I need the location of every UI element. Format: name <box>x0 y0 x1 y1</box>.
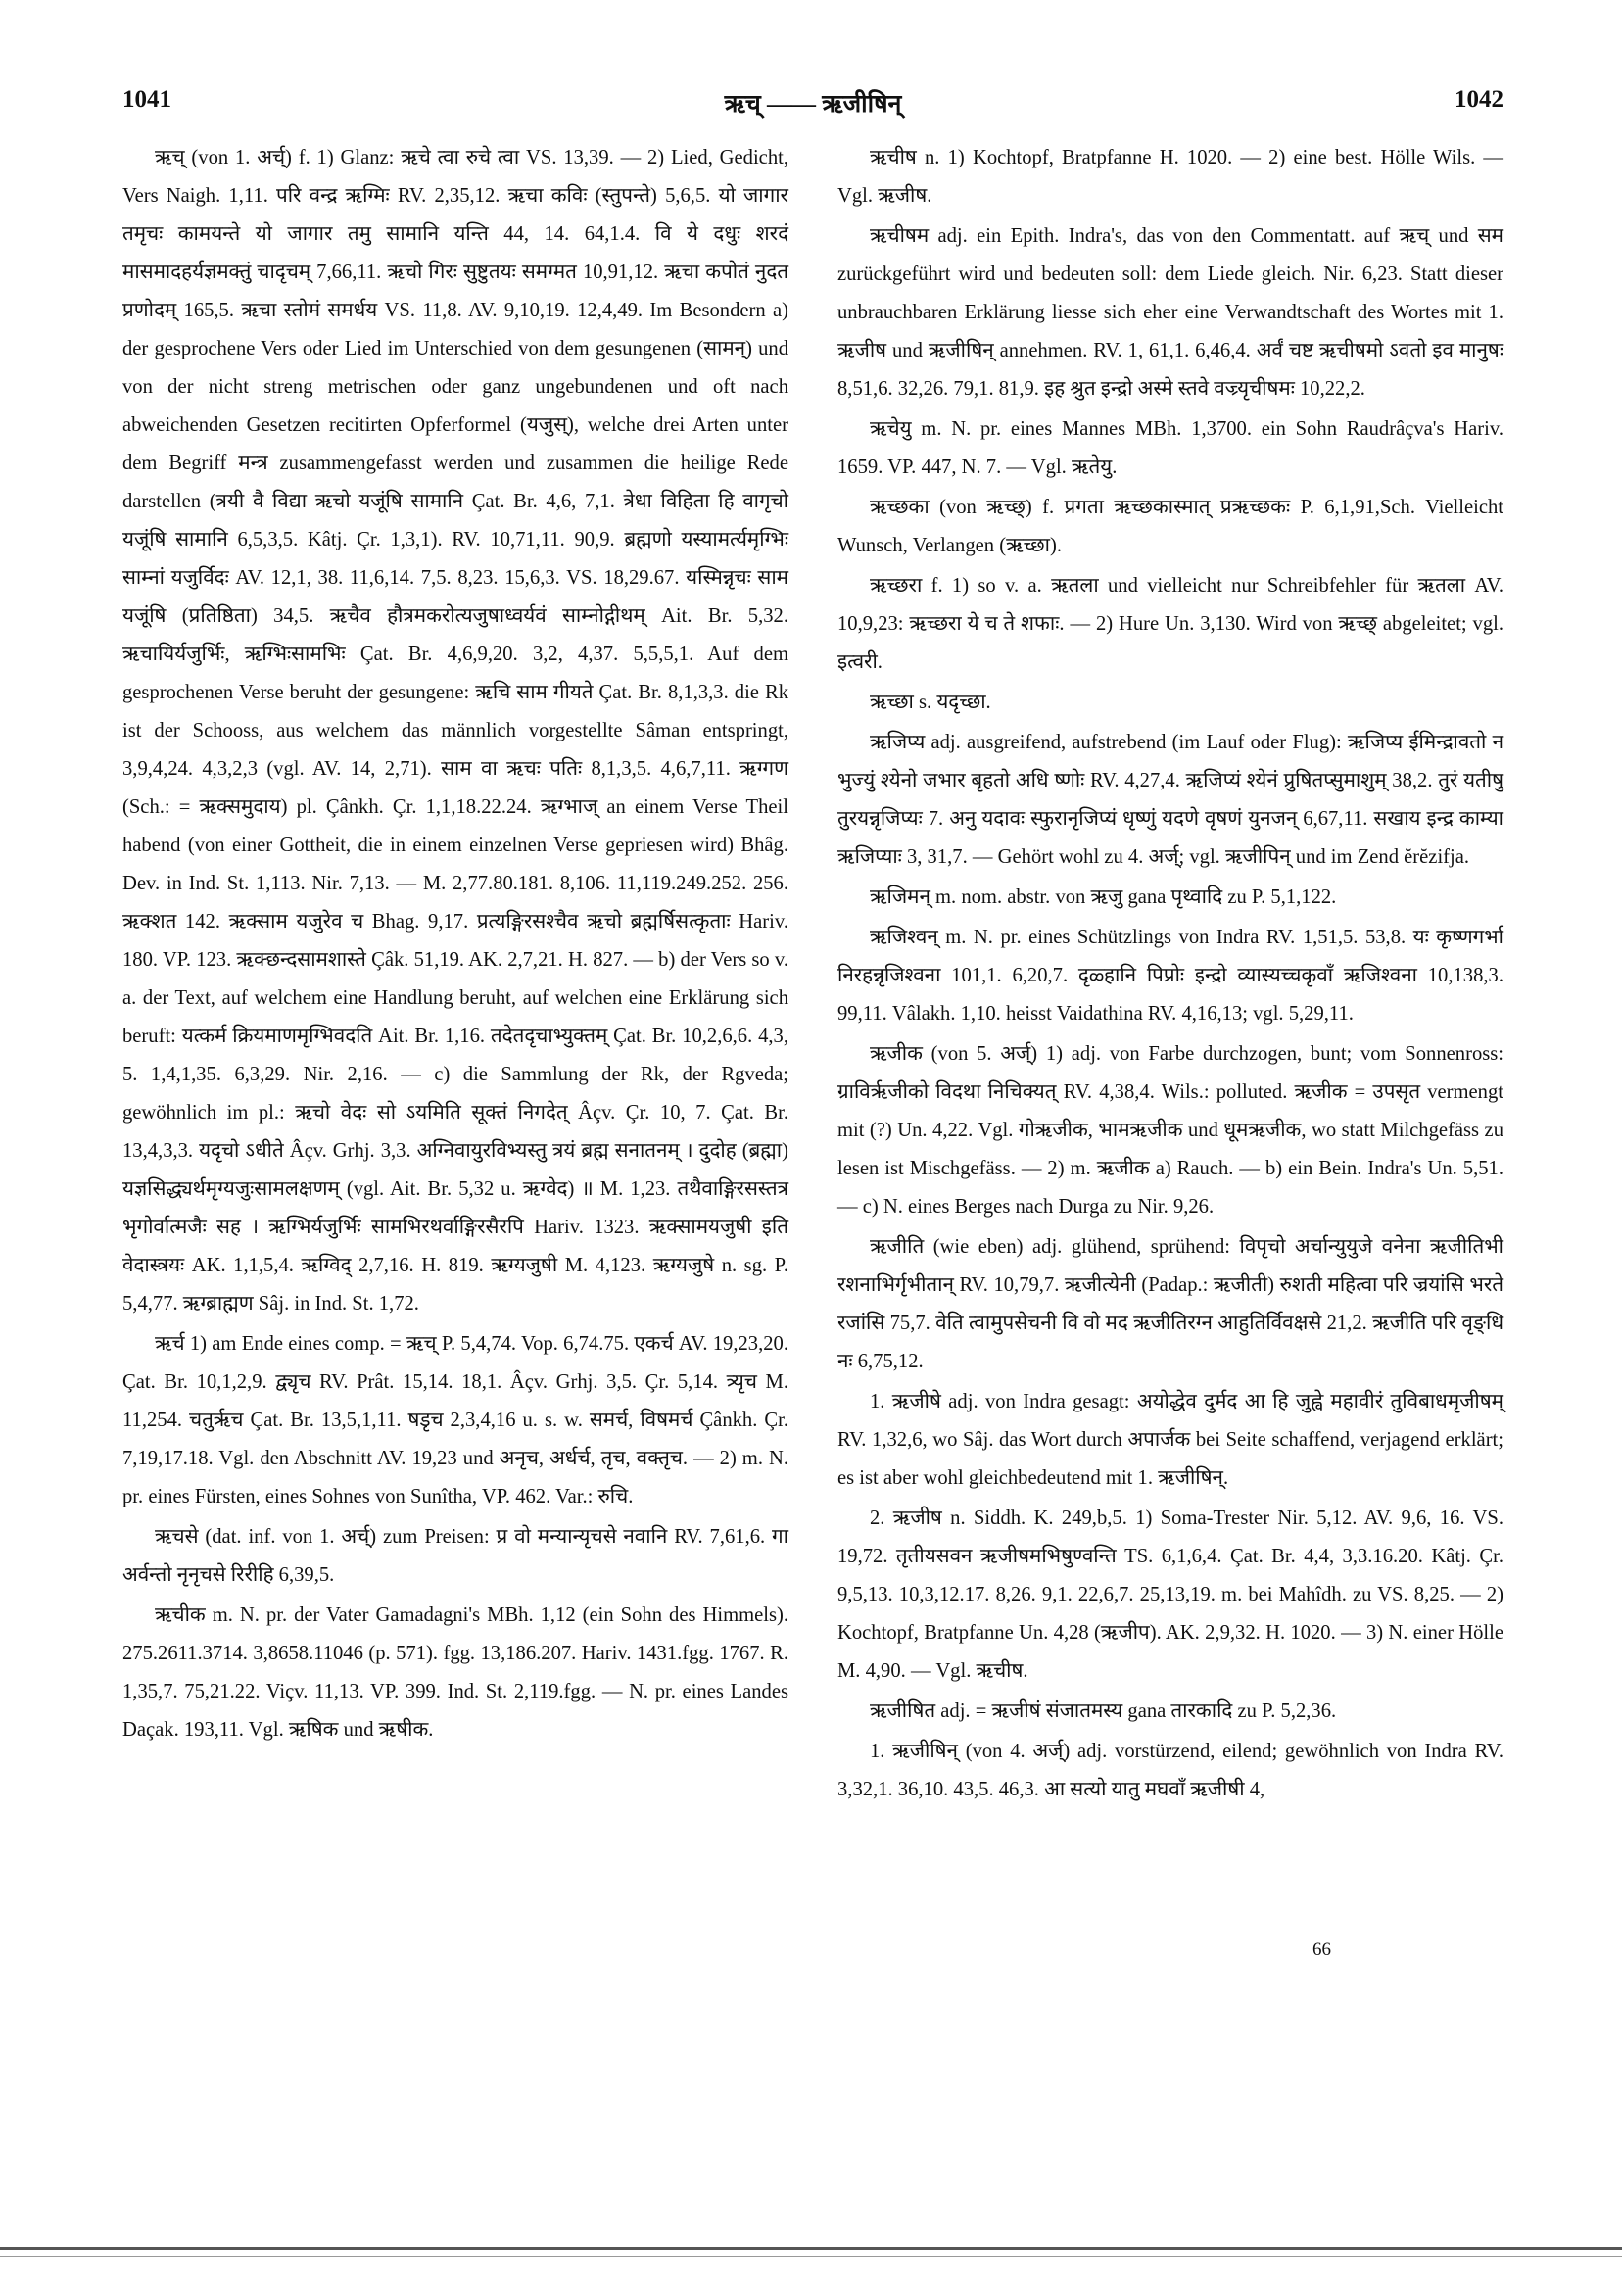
entry-rjiman: ऋजिमन् m. nom. abstr. von ऋजु gana पृथ्वादि zu P. 5,1,122. <box>869 886 1337 908</box>
entry-rjipya: ऋजिप्य adj. ausgreifend, aufstrebend (im Lauf oder Flug): ऋजिप्य ईमिन्द्रावतो न भुज्युं श्येनो जभार बृहतो अधि ष्णोः RV. 4,27,4. ऋजिप्यं श्येनं प्रुषितप्सुमाशुम् 38,2. तुरं यतीषु तुरयन्नृजिप्यः 7. अनु यदावः स्फुरानृजिप्यं धृष्णुं यदणे वृषणं युनजन् 6,67,11. सखाय इन्द्र काम्या ऋजिप्याः 3, 31,7. — Gehört wohl zu 4. अर्ज्; vgl. ऋजीपिन् und im Zend ĕrĕzifja. <box>837 732 1503 868</box>
page-bottom-rule-thin <box>0 2256 1622 2257</box>
entry-rjisita: ऋजीषित adj. = ऋजीषं संजातमस्य gana तारकादि zu P. 5,2,36. <box>869 1700 1337 1722</box>
entry-rcisa: ऋचीष n. 1) Kochtopf, Bratpfanne H. 1020. — 2) eine best. Hölle Wils. — Vgl. ऋजीष. <box>837 147 1503 207</box>
entry-rcchaka: ऋच्छका (von ऋच्छ्) f. प्रगता ऋच्छकास्मात् प्रऋच्छकः P. 6,1,91,Sch. Vielleicht Wunsch, Verlangen (ऋच्छा). <box>837 497 1503 556</box>
entry-rjika: ऋजीक (von 5. अर्ज्) 1) adj. von Farbe durchzogen, bunt; vom Sonnenross: ग्राविर्ऋजीको विदथा निचिक्यत् RV. 4,38,4. Wils.: polluted. ऋजीक = उपसृत vermengt mit (?) Un. 4,22. Vgl. गोऋजीक, भामऋजीक und धूमऋजीक, wo statt Milchgefäss zu lesen ist Mischgefäss. — 2) m. ऋजीक a) Rauch. — b) ein Bein. Indra's Un. 5,51. — c) N. eines Berges nach Durga zu Nir. 9,26. <box>837 1043 1503 1218</box>
running-title: ऋच् —— ऋजीषिन् <box>724 91 902 118</box>
entry-rjisvan: ऋजिश्वन् m. N. pr. eines Schützlings von Indra RV. 1,51,5. 53,8. यः कृष्णगर्भा निरहन्नृजिश्वना 101,1. 6,20,7. दृळ्हानि पिप्रोः इन्द्रो व्यास्यच्चकृवाँ ऋजिश्वना 10,138,3. 99,11. Vâlakh. 1,10. heisst Vaidathina RV. 4,16,13; vgl. 5,29,11. <box>837 927 1503 1025</box>
entry-rceyu: ऋचेयु m. N. pr. eines Mannes MBh. 1,3700. ein Sohn Raudrâçva's Hariv. 1659. VP. 447, N. 7. — Vgl. ऋतेयु. <box>837 418 1503 478</box>
signature-mark: 66 <box>1312 1939 1331 1960</box>
entry-rcika: ऋचीक m. N. pr. der Vater Gamadagni's MBh. 1,12 (ein Sohn des Himmels). 275.2611.3714. 3,8658.11046 (p. 571). fgg. 13,186.207. Hariv. 1431.fgg. 1767. R. 1,35,7. 75,21.22. Viçv. 11,13. VP. 399. Ind. St. 2,119.fgg. — N. pr. eines Landes Daçak. 193,11. Vgl. ऋषिक und ऋषीक. <box>122 1604 788 1741</box>
right-column <box>837 139 1503 1811</box>
entry-rcase: ऋचसे (dat. inf. von 1. अर्च्) zum Preisen: प्र वो मन्यान्यृचसे नवानि RV. 7,61,6. गा अर्वन्तो नृनृचसे रिरीहि 6,39,5. <box>122 1526 788 1586</box>
entry-rccara: ऋच्छरा f. 1) so v. a. ऋतला und vielleicht nur Schreibfehler für ऋतला AV. 10,9,23: ऋच्छरा ये च ते शफाः. — 2) Hure Un. 3,130. Wird von ऋच्छ् abgeleitet; vgl. इत्वरी. <box>837 575 1503 673</box>
entry-rccha: ऋच्छा s. यदृच्छा. <box>869 692 991 713</box>
page-bottom-rule <box>0 2247 1622 2250</box>
entry-rjisin-1: 1. ऋजीषिन् (von 4. अर्ज्) adj. vorstürzend, eilend; gewöhnlich von Indra RV. 3,32,1. 36,10. 43,5. 46,3. आ सत्यो यातु मघवाँ ऋजीषी 4, <box>837 1741 1503 1800</box>
entry-rca: ऋर्च 1) am Ende eines comp. = ऋच् P. 5,4,74. Vop. 6,74.75. एकर्च AV. 19,23,20. Çat. Br. 10,1,2,9. द्व्यृच RV. Prât. 15,14. 18,1. Âçv. Grhj. 3,5. Çr. 5,14. त्र्यृच M. 11,254. चतुर्ऋच Çat. Br. 13,5,1,11. षडृच 2,3,4,16 u. s. w. समर्च, विषमर्च Çânkh. Çr. 7,19,17.18. Vgl. den Abschnitt AV. 19,23 und अनृच, अर्धर्च, तृच, वक्तृच. — 2) m. N. pr. eines Fürsten, eines Sohnes von Sunîtha, VP. 462. Var.: रुचि. <box>122 1333 788 1507</box>
entry-rc: ऋच् (von 1. अर्च्) f. 1) Glanz: ऋचे त्वा रुचे त्वा VS. 13,39. — 2) Lied, Gedicht, Vers Naigh. 1,11. परि वन्द्र ऋग्मिः RV. 2,35,12. ऋचा कविः (स्तुपन्ते) 5,6,5. यो जागार तमृचः कामयन्ते यो जागार तमु सामानि यन्ति 44, 14. 64,1.4. वि ये दधुः शरदं मासमादहर्यज्ञमक्तुं चादृचम् 7,66,11. ऋचो गिरः सुष्टुतयः समग्मत 10,91,12. ऋचा कपोतं नुदत प्रणोदम् 165,5. ऋचा स्तोमं समर्धय VS. 11,8. AV. 9,10,19. 12,4,49. Im Besondern a) der gesprochene Vers oder Lied im Unterschied von dem gesungenen (सामन्) und von der nicht streng metrischen oder ganz ungebundenen und oft nach abweichenden Gesetzen recitirten Opferformel (यजुस्), welche drei Arten unter dem Begriff मन्त्र zusammengefasst werden und zusammen die heilige Rede darstellen (त्रयी वै विद्या ऋचो यजूंषि सामानि Çat. Br. 4,6, 7,1. त्रेधा विहिता हि वागृचो यजूंषि सामानि 6,5,3,5. Kâtj. Çr. 1,3,1). RV. 10,71,11. 90,9. ब्रह्मणो यस्यामर्त्यमृग्भिः साम्नां यजुर्विदः AV. 12,1, 38. 11,6,14. 7,5. 8,23. 15,6,3. VS. 18,29.67. यस्मिन्नृचः साम यजूंषि (प्रतिष्ठिता) 34,5. ऋचैव हौत्रमकरोत्यजुषाध्वर्यवं साम्नोद्गीथम् Ait. Br. 5,32. ऋचायिर्यजुर्भिः, ऋग्भिःसामभिः Çat. Br. 4,6,9,20. 3,2, 4,37. 5,5,5,1. Auf dem gesprochenen Verse beruht der gesungene: ऋचि साम गीयते Çat. Br. 8,1,3,3. die Rk ist der Schooss, aus welchem das männlich vorgestellte Sâman entspringt, 3,9,4,24. 4,3,2,3 (vgl. AV. 14, 2,71). साम वा ऋचः पतिः 8,1,3,5. 4,6,7,11. ऋग्गण (Sch.: = ऋक्समुदाय) pl. Çânkh. Çr. 1,1,18.22.24. ऋग्भाज् an einem Verse Theil habend (von einer Gottheit, die in einem einzelnen Verse gepriesen wird) Bhâg. Dev. in Ind. St. 1,113. Nir. 7,13. — M. 2,77.80.181. 8,106. 11,119.249.252. 256. ऋक्शत 142. ऋक्साम यजुरेव च Bhag. 9,17. प्रत्यङ्गिरसश्चैव ऋचो ब्रह्मर्षिसत्कृताः Hariv. 180. VP. 123. ऋक्छन्दसामशास्ते Çâk. 51,19. AK. 2,7,21. H. 827. — b) der Vers so v. a. der Text, auf welchem eine Handlung beruht, auf welchen eine Erklärung sich beruft: यत्कर्म क्रियमाणमृग्भिवदति Ait. Br. 1,16. तदेतदृचाभ्युक्तम् Çat. Br. 10,2,6,6. 4,3, 5. 1,4,1,35. 6,3,29. Nir. 2,16. — c) die Sammlung der Rk, der Rgveda; gewöhnlich im pl.: ऋचो वेदः सो ऽयमिति सूक्तं निगदेत् Âçv. Çr. 10, 7. Çat. Br. 13,4,3,3. यदृचो ऽधीते Âçv. Grhj. 3,3. अग्निवायुरविभ्यस्तु त्रयं ब्रह्म सनातनम् । दुदोह (ब्रह्मा) यज्ञसिद्ध्यर्थमृग्यजुःसामलक्षणम् (vgl. Ait. Br. 5,32 u. ऋग्वेद) ॥ M. 1,23. तथैवाङ्गिरसस्तत्र भृगोर्वात्मजैः सह । ऋग्भिर्यजुर्भिः सामभिरथर्वाङ्गिरसैरपि Hariv. 1323. ऋक्सामयजुषी इति वेदास्त्रयः AK. 1,1,5,4. ऋग्विद् 2,7,16. H. 819. ऋग्यजुषी M. 4,123. ऋग्यजुषे n. sg. P. 5,4,77. ऋग्ब्राह्मण Sâj. in Ind. St. 1,72. <box>122 147 788 1315</box>
page-number-left: 1041 <box>122 86 171 113</box>
entry-rjisa-1: 1. ऋजीषे adj. von Indra gesagt: अयोद्धेव दुर्मद आ हि जुह्वे महावीरं तुविबाधमृजीषम् RV. 1,32,6, wo Sâj. das Wort durch अपार्जक bei Seite schaffend, verjagend erklärt; es ist aber wohl gleichbedeutend mit 1. ऋजीषिन्. <box>837 1391 1503 1489</box>
entry-rcisama: ऋचीषम adj. ein Epith. Indra's, das von den Commentatt. auf ऋच् und सम zurückgeführt wird und bedeuten soll: dem Liede gleich. Nir. 6,23. Statt dieser unbrauchbaren Erklärung liesse sich eher eine Verwandtschaft des Wortes mit 1. ऋजीष und ऋजीषिन् annehmen. RV. 1, 61,1. 6,46,4. अर्वं चष्ट ऋचीषमो ऽवतो इव मानुषः 8,51,6. 32,26. 79,1. 81,9. इह श्रुत इन्द्रो अस्मे स्तवे वज्र्यृचीषमः 10,22,2. <box>837 225 1503 400</box>
entry-rjisa-2: 2. ऋजीष n. Siddh. K. 249,b,5. 1) Soma-Trester Nir. 5,12. AV. 9,6, 16. VS. 19,72. तृतीयसवन ऋजीषमभिषुण्वन्ति TS. 6,1,6,4. Çat. Br. 4,4, 3,3.16.20. Kâtj. Çr. 9,5,13. 10,3,12.17. 8,26. 9,1. 22,6,7. 25,13,19. m. bei Mahîdh. zu VS. 8,25. — 2) Kochtopf, Bratpfanne Un. 4,28 (ऋजीप). AK. 2,9,32. H. 1020. — 3) N. einer Hölle M. 4,90. — Vgl. ऋचीष. <box>837 1507 1503 1682</box>
page-number-right: 1042 <box>1455 86 1503 113</box>
left-column <box>122 139 788 1751</box>
entry-rjiti: ऋजीति (wie eben) adj. glühend, sprühend: विपृचो अर्चान्युयुजे वनेना ऋजीतिभी रशनाभिर्गृभीतान् RV. 10,79,7. ऋजीत्येनी (Padap.: ऋजीती) रुशती महित्वा परि ज्रयांसि भरते रजांसि 75,7. वेति त्वामुपसेचनी वि वो मद ऋजीतिरग्न आहुतिर्विवक्षसे 21,2. ऋजीति परि वृङ्धि नः 6,75,12. <box>837 1236 1503 1372</box>
page-header <box>122 86 1503 125</box>
